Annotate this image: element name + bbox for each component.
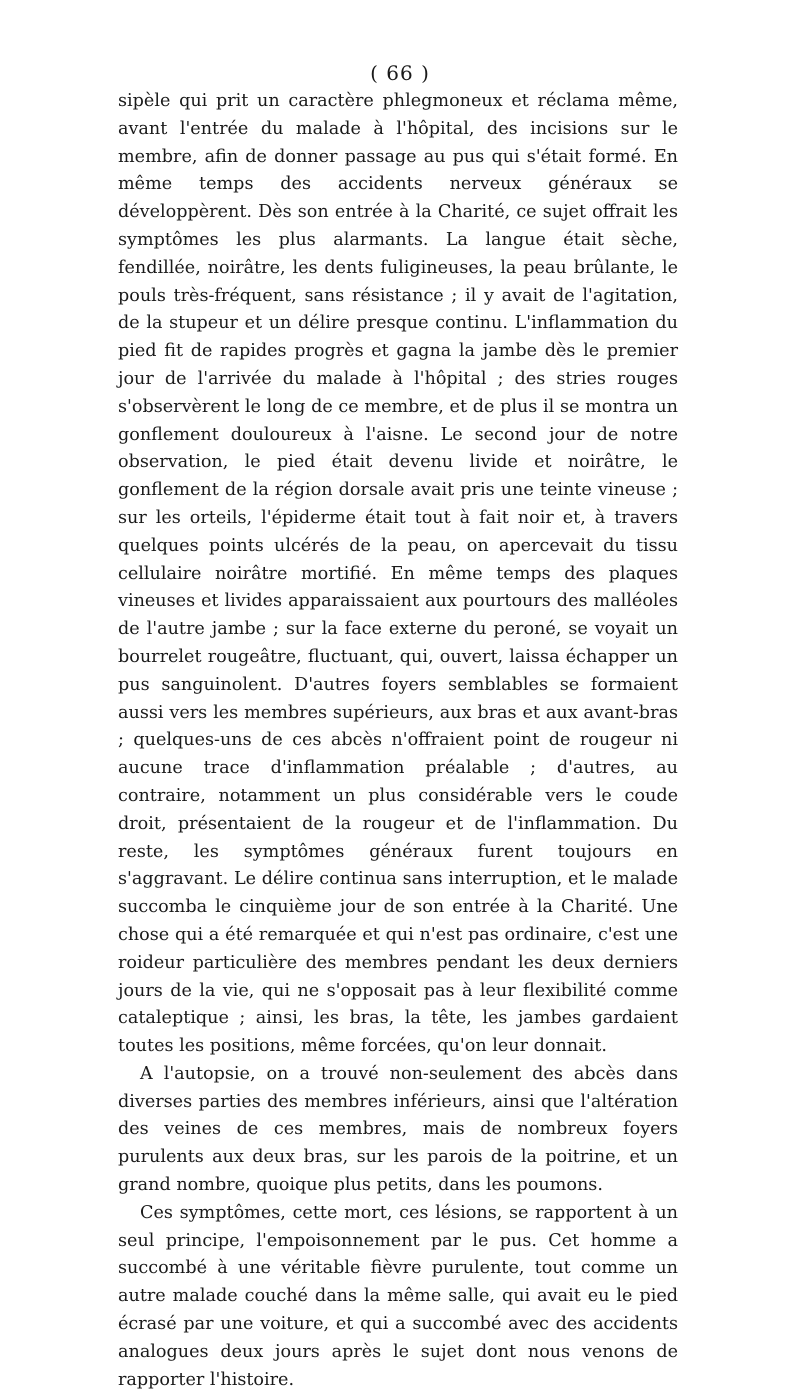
body-text <box>118 88 678 1394</box>
paragraph-case-description: sipèle qui prit un caractère phlegmoneux et réclama même, avant l'entrée du malade à l'hôpital, des incisions sur le membre, afin de donner passage au pus qui s'était formé. En même temps des accidents nerveux généraux se développèrent. Dès son entrée à la Charité, ce sujet offrait les symptômes les plus alarmants. La langue était sèche, fendillée, noirâtre, les dents fuligineuses, la peau brûlante, le pouls très-fréquent, sans résistance ; il y avait de l'agitation, de la stupeur et un délire presque continu. L'inflammation du pied fit de rapides progrès et gagna la jambe dès le premier jour de l'arrivée du malade à l'hôpital ; des stries rouges s'observèrent le long de ce membre, et de plus il se montra un gonflement douloureux à l'aisne. Le second jour de notre observation, le pied était devenu livide et noirâtre, le gonflement de la région dorsale avait pris une teinte vineuse ; sur les orteils, l'épiderme était tout à fait noir et, à travers quelques points ulcérés de la peau, on apercevait du tissu cellulaire noirâtre mortifié. En même temps des plaques vineuses et livides apparaissaient aux pourtours des malléoles de l'autre jambe ; sur la face externe du peroné, se voyait un bourrelet rougeâtre, fluctuant, qui, ouvert, laissa échapper un pus sanguinolent. D'autres foyers semblables se formaient aussi vers les membres supérieurs, aux bras et aux avant-bras ; quelques-uns de ces abcès n'offraient point de rougeur ni aucune trace d'inflammation préalable ; d'autres, au contraire, notamment un plus considérable vers le coude droit, présentaient de la rougeur et de l'inflammation. Du reste, les symptômes généraux furent toujours en s'aggravant. Le délire continua sans interruption, et le malade succomba le cinquième jour de son entrée à la Charité. Une chose qui a été remarquée et qui n'est pas ordinaire, c'est une roideur particulière des membres pendant les deux derniers jours de la vie, qui ne s'opposait pas à leur flexibilité comme cataleptique ; ainsi, les bras, la tête, les jambes gardaient toutes les positions, même forcées, qu'on leur donnait. <box>118 91 678 1057</box>
page-number: ( 66 ) <box>370 61 430 85</box>
paragraph-autopsy: A l'autopsie, on a trouvé non-seulement des abcès dans diverses parties des membres inférieurs, ainsi que l'altération des veines de ces membres, mais de nombreux foyers purulents aux deux bras, sur les parois de la poitrine, et un grand nombre, quoique plus petits, dans les poumons. <box>118 1063 678 1196</box>
paragraph-conclusion: Ces symptômes, cette mort, ces lésions, se rapportent à un seul principe, l'empoisonnement par le pus. Cet homme a succombé à une véritable fièvre purulente, tout comme un autre malade couché dans la même salle, qui avait eu le pied écrasé par une voiture, et qui a succombé avec des accidents analogues deux jours après le sujet dont nous venons de rapporter l'histoire. <box>118 1202 678 1390</box>
